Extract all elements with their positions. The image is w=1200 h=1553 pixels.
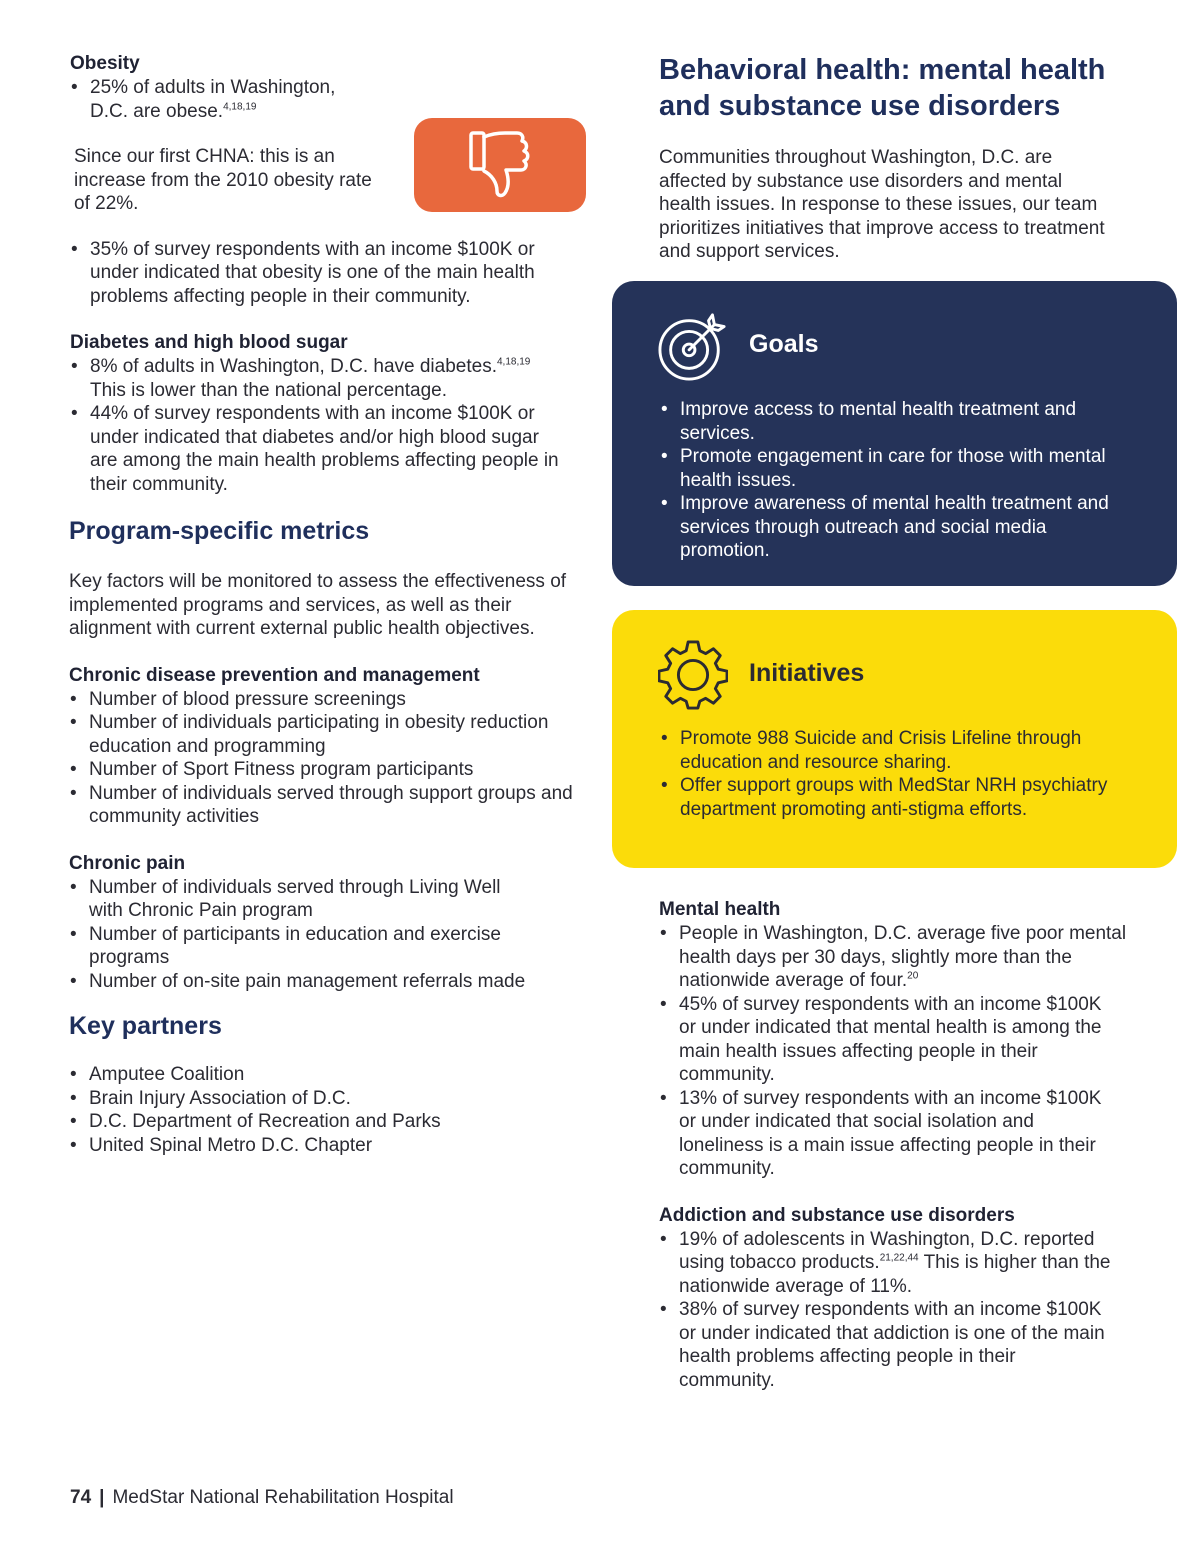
list-item: • Brain Injury Association of D.C. <box>69 1087 600 1111</box>
list-item: • 38% of survey respondents with an income $100K or under indicated that addiction is one of the main health problems affecting people in their community. <box>659 1298 1109 1392</box>
thumbs-down-icon <box>465 127 535 203</box>
partners-section <box>70 1011 600 1157</box>
list-item: • Number of participants in education and exercise programs <box>69 923 539 970</box>
footer-separator: | <box>99 1487 105 1508</box>
goals-title: Goals <box>749 330 819 358</box>
mental-health-heading: Mental health <box>659 899 781 920</box>
list-item: • Offer support groups with MedStar NRH psychiatry department promoting anti-stigma efforts. <box>660 774 1130 821</box>
chronic-disease-heading: Chronic disease prevention and management <box>69 664 480 686</box>
list-item: • 35% of survey respondents with an income $100K or under indicated that obesity is one of the main health problems affecting people in their community. <box>70 238 580 309</box>
footer-org: MedStar National Rehabilitation Hospital <box>112 1487 454 1508</box>
diabetes-heading: Diabetes and high blood sugar <box>70 332 348 353</box>
list-item: • Promote engagement in care for those with mental health issues. <box>660 445 1130 492</box>
list-item: • Improve access to mental health treatment and services. <box>660 398 1130 445</box>
goals-card <box>612 281 1177 586</box>
metrics-heading: Program-specific metrics <box>69 517 370 545</box>
obesity-callout: Since our first CHNA: this is an increase from the 2010 obesity rate of 22%. <box>74 146 372 214</box>
target-arrow-icon <box>658 311 728 381</box>
behavioral-intro: Communities throughout Washington, D.C. are affected by substance use disorders and mental health issues. In response to these issues, our team prioritizes initiatives that improve access to treatment and support services. <box>659 147 1105 262</box>
list-item: • Amputee Coalition <box>69 1063 600 1087</box>
left-column <box>70 52 600 1157</box>
list-item: • 45% of survey respondents with an income $100K or under indicated that mental health is among the main health issues affecting people in their community. <box>659 993 1109 1087</box>
right-column <box>612 52 1177 264</box>
list-item: • Number of individuals served through Living Well with Chronic Pain program <box>69 876 539 923</box>
gear-icon <box>658 640 728 710</box>
list-item: • Improve awareness of mental health treatment and services through outreach and social media promotion. <box>660 492 1130 563</box>
metrics-section <box>70 516 600 993</box>
list-item: • Number of individuals participating in obesity reduction education and programming <box>69 711 599 758</box>
behavioral-title: Behavioral health: mental health and substance use disorders <box>659 54 1106 122</box>
page-number: 74 <box>70 1487 92 1508</box>
metrics-intro: Key factors will be monitored to assess the effectiveness of implemented programs and services, as well as their alignment with current external public health objectives. <box>69 571 567 639</box>
list-item: • Number of individuals served through support groups and community activities <box>69 782 599 829</box>
list-item: • Promote 988 Suicide and Crisis Lifeline through education and resource sharing. <box>660 727 1130 774</box>
list-item: • 8% of adults in Washington, D.C. have diabetes.$^{4,18,19}$ This is lower than the national percentage. <box>70 355 570 402</box>
list-item: • 44% of survey respondents with an income $100K or under indicated that diabetes and/or high blood sugar are among the main health problems affecting people in their community. <box>70 402 570 496</box>
list-item: • Number of Sport Fitness program participants <box>69 758 599 782</box>
list-item: • 13% of survey respondents with an income $100K or under indicated that social isolation and loneliness is a main issue affecting people in their community. <box>659 1087 1109 1181</box>
right-lower <box>659 898 1139 1392</box>
thumbs-down-badge <box>414 118 586 212</box>
list-item: • 19% of adolescents in Washington, D.C. reported using tobacco products.$^{21,22,44}$ This is higher than the nationwide average of 11%. <box>659 1228 1139 1299</box>
initiatives-card <box>612 610 1177 868</box>
list-item: • D.C. Department of Recreation and Parks <box>69 1110 600 1134</box>
addiction-heading: Addiction and substance use disorders <box>659 1204 1015 1226</box>
chronic-pain-heading: Chronic pain <box>69 852 186 874</box>
list-item: • Number of blood pressure screenings <box>69 688 599 712</box>
list-item: • United Spinal Metro D.C. Chapter <box>69 1134 600 1158</box>
list-item: • 25% of adults in Washington, D.C. are obese.$^{4,18,19}$ <box>70 76 370 123</box>
list-item: • People in Washington, D.C. average five poor mental health days per 30 days, slightly more than the nationwide average of four.$^{20}$ <box>659 922 1139 993</box>
partners-heading: Key partners <box>69 1012 222 1040</box>
list-item: • Number of on-site pain management referrals made <box>69 970 539 994</box>
diabetes-section <box>70 331 600 496</box>
page-footer <box>70 1486 454 1510</box>
obesity-heading: Obesity <box>70 53 140 74</box>
initiatives-title: Initiatives <box>749 659 865 687</box>
